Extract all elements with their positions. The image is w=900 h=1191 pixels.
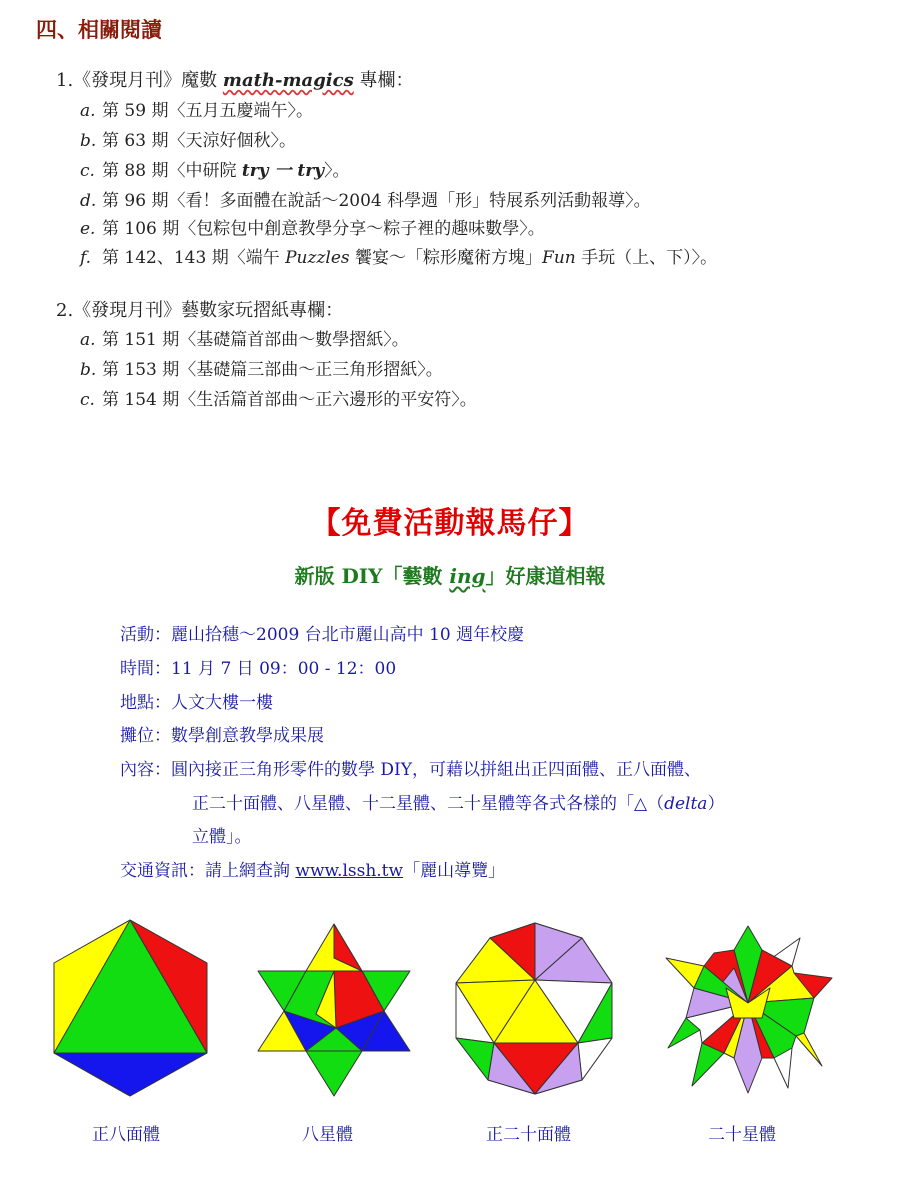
list1-item-a: a. 第 59 期〈五月五慶端午〉。	[80, 101, 313, 121]
section-title: 四、相關閱讀	[36, 17, 162, 42]
list1-item-c: c. 第 88 期〈中研院 try 一 try〉。	[80, 161, 350, 181]
list1-item-b: b. 第 63 期〈天涼好個秋〉。	[80, 131, 296, 151]
list2-item-b: b. 第 153 期〈基礎篇三部曲～正三角形摺紙〉。	[80, 360, 443, 380]
caption-octahedron: 正八面體	[92, 1125, 160, 1145]
list2-heading: 2.《發現月刊》藝數家玩摺紙專欄：	[56, 300, 344, 321]
booth-line: 攤位：數學創意教學成果展	[120, 726, 324, 746]
list1-heading: 1.《發現月刊》魔數 math-magics 專欄：	[56, 70, 414, 91]
lssh-link[interactable]: www.lssh.tw	[295, 861, 404, 881]
stellated-icosahedron-image	[664, 918, 834, 1098]
octahedron-image	[52, 918, 212, 1098]
caption-stellated-icosahedron: 二十星體	[708, 1125, 776, 1145]
stellated-octahedron-image	[256, 918, 412, 1098]
time-line: 時間：11 月 7 日 09：00 - 12：00	[120, 659, 397, 679]
content-line-3: 立體」。	[192, 827, 252, 847]
ad-title: 【免費活動報馬仔】	[310, 506, 590, 541]
activity-line: 活動：麗山拾穗～2009 台北市麗山高中 10 週年校慶	[120, 625, 525, 645]
caption-stellated-octahedron: 八星體	[302, 1125, 353, 1145]
list1-item-e: e. 第 106 期〈包粽包中創意教學分享～粽子裡的趣味數學〉。	[80, 219, 545, 239]
list2-item-c: c. 第 154 期〈生活篇首部曲～正六邊形的平安符〉。	[80, 390, 477, 410]
icosahedron-image	[450, 918, 620, 1098]
ad-subtitle: 新版 DIY「藝數 ing」好康道相報	[294, 564, 606, 588]
list2-item-a: a. 第 151 期〈基礎篇首部曲～數學摺紙〉。	[80, 330, 409, 350]
list1-item-d: d. 第 96 期〈看！多面體在說話～2004 科學週「形」特展系列活動報導〉。	[80, 191, 651, 211]
traffic-line: 交通資訊：請上網查詢 www.lssh.tw「麗山導覽」	[120, 861, 506, 881]
list1-item-f: f. 第 142、143 期〈端午 Puzzles 饗宴～「粽形魔術方塊」Fun 手玩（上、下）〉。	[80, 248, 718, 268]
caption-icosahedron: 正二十面體	[486, 1125, 571, 1145]
place-line: 地點：人文大樓一樓	[120, 693, 273, 713]
content-line-1: 內容：圓內接正三角形零件的數學 DIY，可藉以拼組出正四面體、正八面體、	[120, 760, 701, 780]
content-line-2: 正二十面體、八星體、十二星體、二十星體等各式各樣的「△（delta）	[192, 794, 725, 814]
